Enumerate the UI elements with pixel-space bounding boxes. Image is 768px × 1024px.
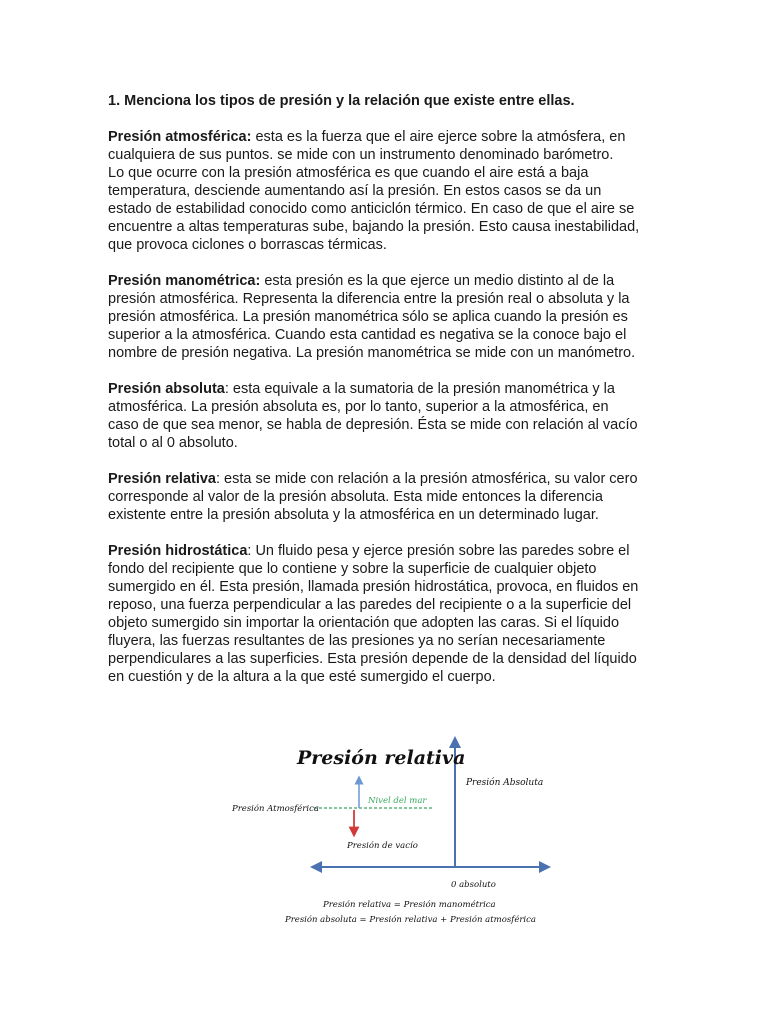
section-term: Presión absoluta <box>108 381 225 397</box>
section-line: atmosférica. La presión absoluta es, por lo tanto, superior a la atmosférica, en <box>108 399 609 415</box>
section-line: cualquiera de sus puntos. se mide con un instrumento denominado barómetro. <box>108 147 614 163</box>
section-line: Lo que ocurre con la presión atmosférica es que cuando el aire está a baja <box>108 165 589 181</box>
label-cero-absoluto: 0 absoluto <box>451 880 496 890</box>
section-line: fondo del recipiente que lo contiene y sobre la superficie de cualquier objeto <box>108 561 597 577</box>
section-line: temperatura, desciende aumentando así la presión. En estos casos se da un <box>108 183 602 199</box>
document-body <box>108 92 668 704</box>
section-line: fluyera, las fuerzas resultantes de las presiones ya no serían necesariamente <box>108 633 606 649</box>
formula-absoluta: Presión absoluta = Presión relativa + Presión atmosférica <box>285 915 536 925</box>
section-line: Presión manométrica: esta presión es la que ejerce un medio distinto al de la <box>108 273 615 289</box>
question-heading: 1. Menciona los tipos de presión y la relación que existe entre ellas. <box>108 93 575 109</box>
section-line: presión atmosférica. Representa la diferencia entre la presión real o absoluta y la <box>108 291 630 307</box>
section-line: Presión atmosférica: esta es la fuerza que el aire ejerce sobre la atmósfera, en <box>108 129 626 145</box>
section-line: Presión absoluta: esta equivale a la sumatoria de la presión manométrica y la <box>108 381 615 397</box>
section-line: Presión relativa: esta se mide con relación a la presión atmosférica, su valor cero <box>108 471 638 487</box>
section-absoluta <box>108 380 668 452</box>
pressure-diagram <box>228 728 558 933</box>
label-nivel-mar: Nivel del mar <box>368 796 427 806</box>
section-line: corresponde al valor de la presión absoluta. Esta mide entonces la diferencia <box>108 489 603 505</box>
section-atmosferica <box>108 128 668 254</box>
formula-relativa: Presión relativa = Presión manométrica <box>323 900 496 910</box>
diagram-title: Presión relativa <box>297 747 466 769</box>
section-line: caso de que sea menor, se habla de depresión. Ésta se mide con relación al vacío <box>108 417 638 433</box>
section-term: Presión manométrica: <box>108 273 261 289</box>
section-line: nombre de presión negativa. La presión manométrica se mide con un manómetro. <box>108 345 636 361</box>
section-term: Presión atmosférica: <box>108 129 252 145</box>
section-line: estado de estabilidad conocido como anticiclón térmico. En caso de que el aire se <box>108 201 635 217</box>
section-line: objeto sumergido sin importar la orientación que adopten las caras. Si el líquido <box>108 615 620 631</box>
section-term: Presión hidrostática <box>108 543 248 559</box>
section-line: sumergido en él. Esta presión, llamada presión hidrostática, provoca, en fluidos en <box>108 579 639 595</box>
section-term: Presión relativa <box>108 471 216 487</box>
section-line: en cuestión y de la altura a la que esté sumergido el cuerpo. <box>108 669 496 685</box>
section-line: existente entre la presión absoluta y la atmosférica en un determinado lugar. <box>108 507 599 523</box>
label-atmosferica: Presión Atmosférica <box>232 804 319 814</box>
section-line: superior a la atmosférica. Cuando esta cantidad es negativa se la conoce bajo el <box>108 327 627 343</box>
section-line: perpendiculares a las superficies. Esta presión depende de la densidad del líquido <box>108 651 637 667</box>
section-line: reposo, una fuerza perpendicular a las paredes del recipiente o a la superficie del <box>108 597 632 613</box>
section-line: presión atmosférica. La presión manométrica sólo se aplica cuando la presión es <box>108 309 628 325</box>
sections-container <box>108 128 668 686</box>
section-hidrostatica <box>108 542 668 686</box>
section-line: total o al 0 absoluto. <box>108 435 238 451</box>
section-manometrica <box>108 272 668 362</box>
label-vacio: Presión de vacío <box>347 841 418 851</box>
section-line: Presión hidrostática: Un fluido pesa y ejerce presión sobre las paredes sobre el <box>108 543 630 559</box>
section-line: encuentre a altas temperaturas sube, bajando la presión. Esto causa inestabilidad, <box>108 219 640 235</box>
label-absoluta: Presión Absoluta <box>466 778 544 788</box>
section-line: que provoca ciclones o borrascas térmicas. <box>108 237 387 253</box>
section-relativa <box>108 470 668 524</box>
